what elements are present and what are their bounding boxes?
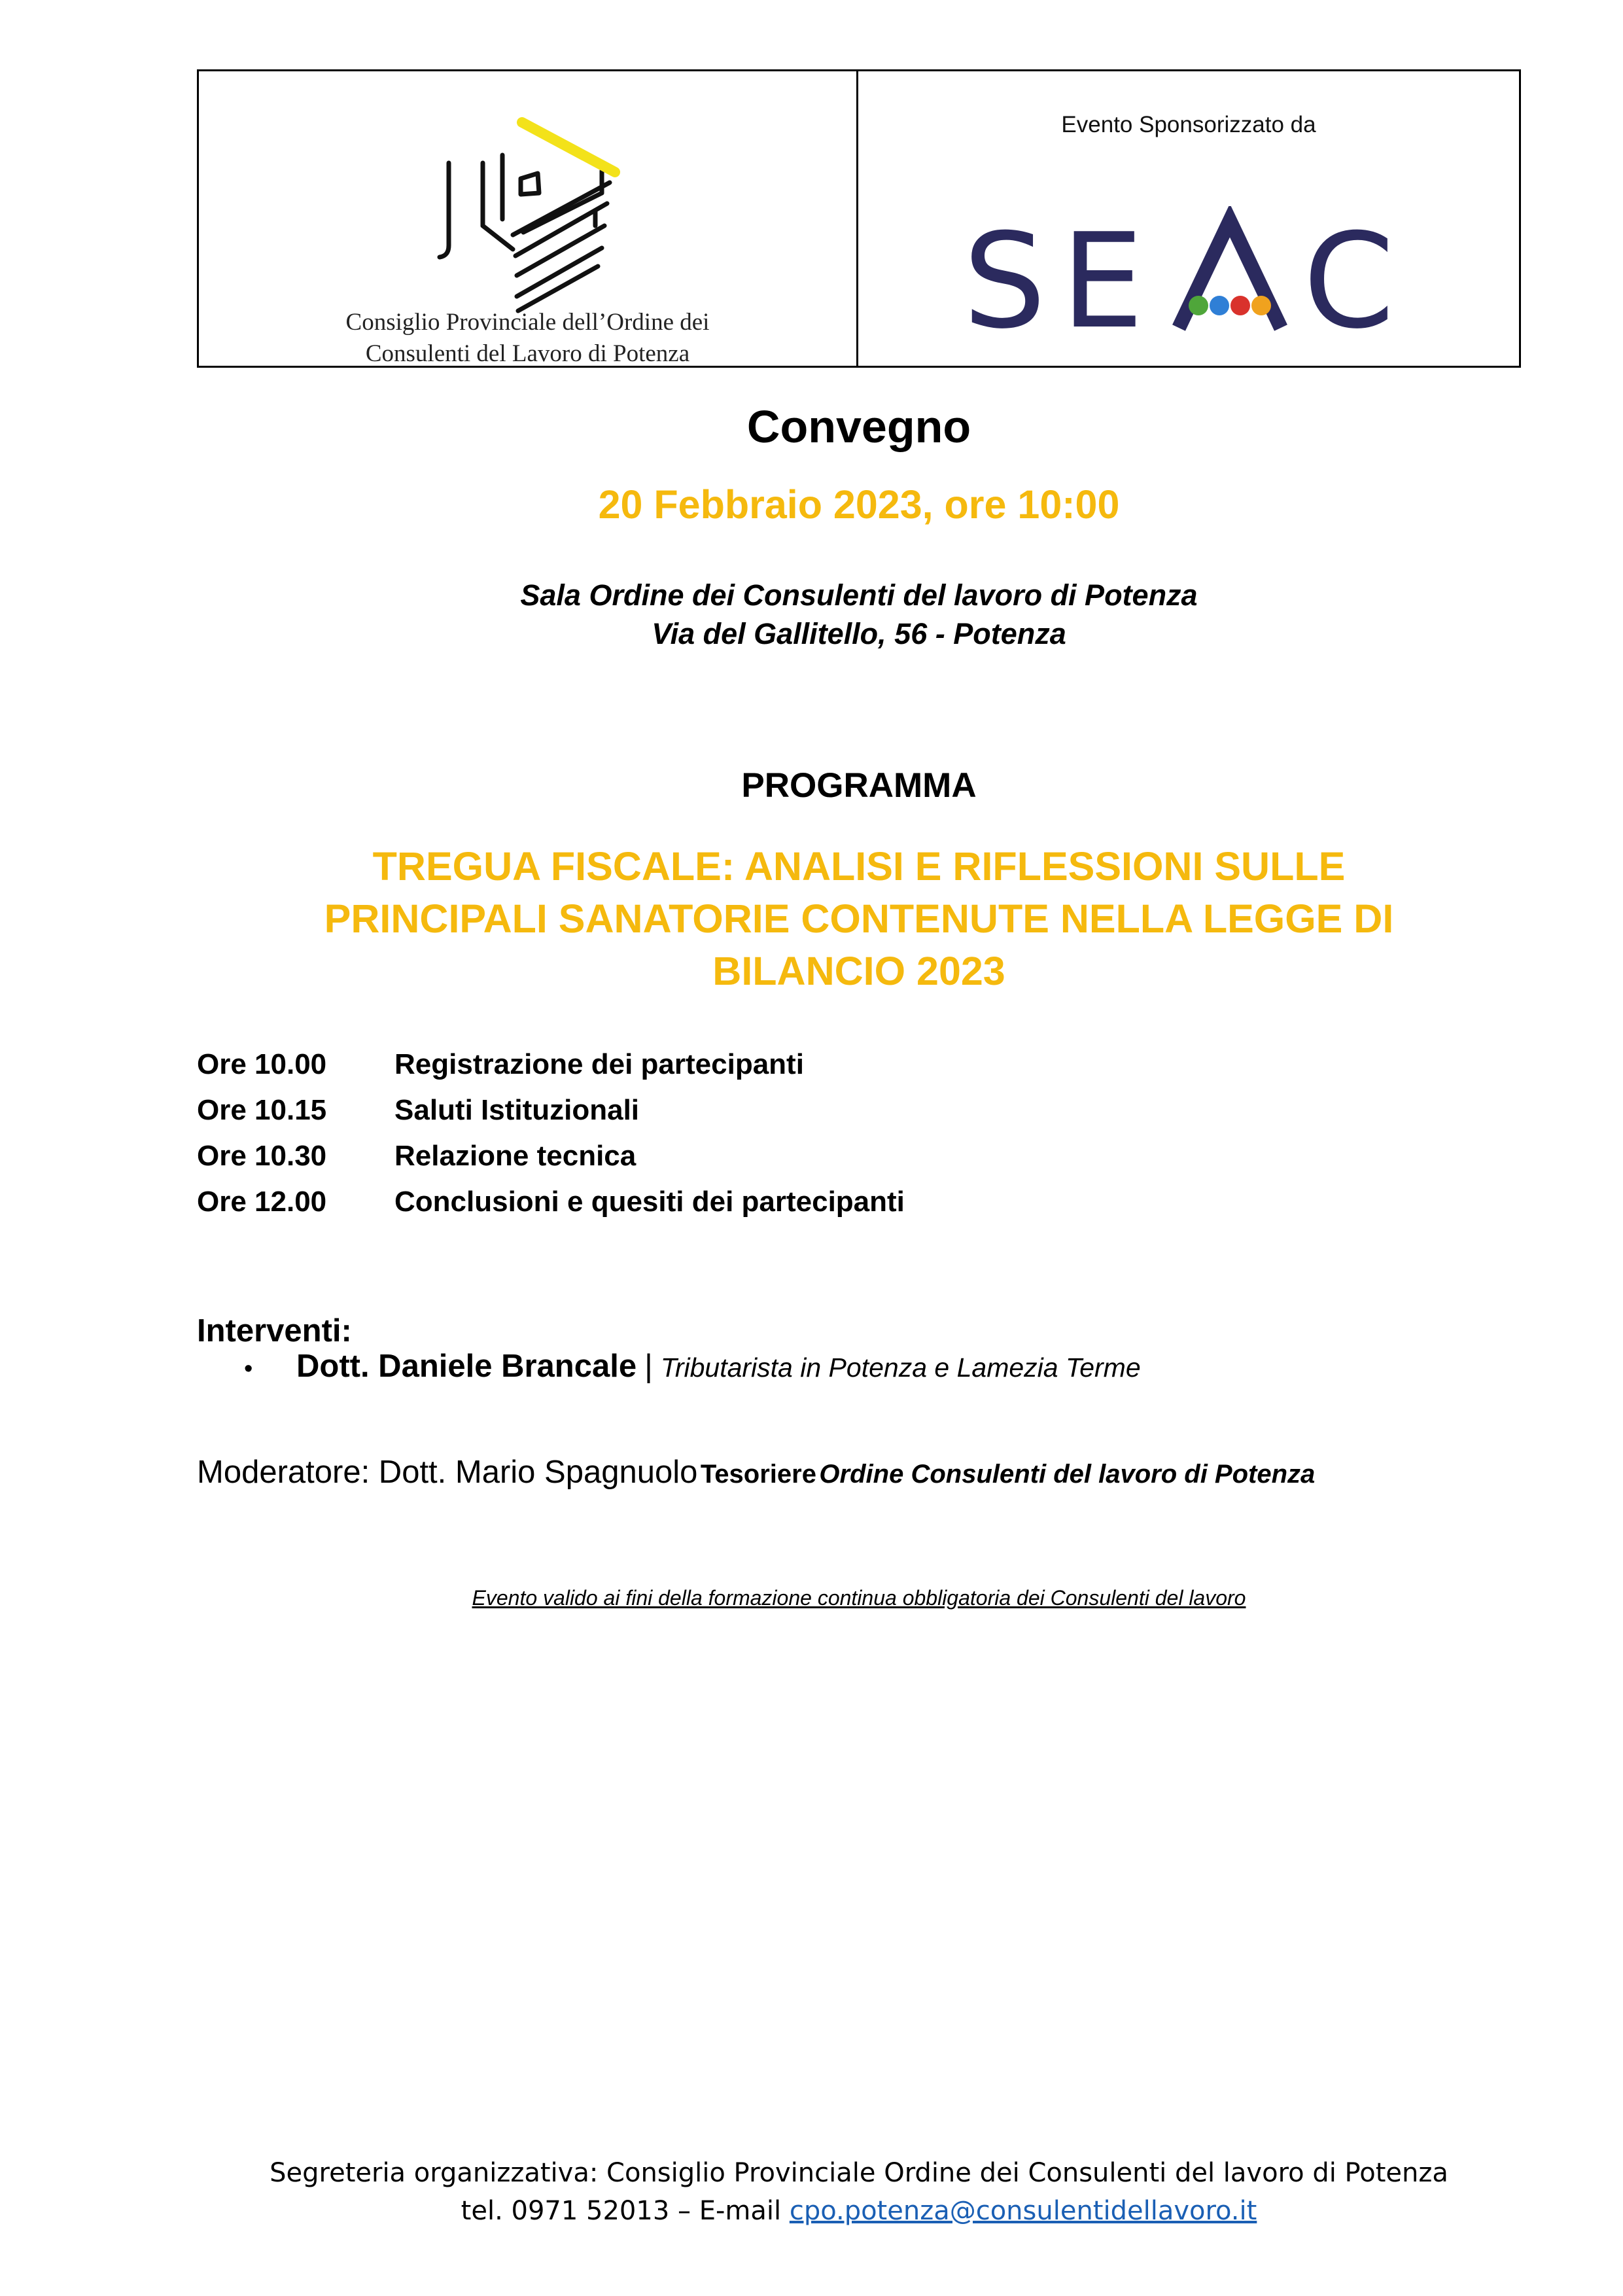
program-heading: PROGRAMMA [741,766,977,805]
schedule-activity: Relazione tecnica [394,1140,637,1172]
speaker-name: Dott. Daniele Brancale [296,1349,637,1384]
footer-phone: tel. 0971 52013 – E-mail [461,2196,790,2226]
venue-address: Via del Gallitello, 56 - Potenza [652,617,1066,650]
header-table [197,69,1521,368]
speakers-heading: Interventi: [197,1313,352,1349]
schedule-row [197,1042,1374,1087]
speaker-separator: | [644,1349,653,1384]
schedule-activity: Registrazione dei partecipanti [394,1048,804,1080]
bullet-icon: • [244,1355,253,1383]
speaker-list-item [244,1348,1141,1385]
moderator-title: Tesoriere [700,1460,816,1489]
organizer-cell [199,71,858,366]
schedule-row [197,1133,1374,1179]
seac-letter-c: C [1303,206,1395,350]
venue-name: Sala Ordine dei Consulenti del lavoro di Potenza [520,578,1198,612]
sponsor-caption: Evento Sponsorizzato da [1061,112,1316,137]
schedule-time: Ore 10.00 [197,1048,327,1080]
schedule-row [197,1087,1374,1133]
seac-dot-orange [1251,296,1271,315]
seac-dot-blue [1210,296,1229,315]
seac-logo [963,206,1434,350]
moderator-line [197,1454,1315,1491]
seac-letter-e: E [1061,206,1144,350]
logo-accent-bar [522,122,615,172]
speaker-role: Tributarista in Potenza e Lamezia Terme [660,1352,1141,1383]
footer-contact [197,2192,1521,2230]
event-type-title: Convegno [746,401,971,452]
seac-dot-green [1189,296,1208,315]
schedule-time: Ore 10.15 [197,1094,327,1126]
moderator-label: Moderatore: Dott. Mario Spagnuolo [197,1455,698,1490]
seac-letter-s: S [963,206,1046,350]
footer-email-link[interactable]: cpo.potenza@consulentidellavoro.it [789,2196,1257,2226]
schedule-list [197,1042,1374,1225]
schedule-time: Ore 12.00 [197,1186,327,1218]
seac-dot-red [1230,296,1250,315]
footer-secretariat: Segreteria organizzativa: Consiglio Provinciale Ordine dei Consulenti del lavoro di Potenza [270,2158,1448,2188]
schedule-activity: Conclusioni e quesiti dei partecipanti [394,1186,905,1218]
schedule-time: Ore 10.30 [197,1140,327,1172]
moderator-organization: Ordine Consulenti del lavoro di Potenza [819,1460,1316,1489]
sponsor-cell [858,71,1519,366]
footer [197,2154,1521,2230]
event-date-time: 20 Febbraio 2023, ore 10:00 [598,482,1120,527]
program-topic: TREGUA FISCALE: ANALISI E RIFLESSIONI SULLE PRINCIPALI SANATORIE CONTENUTE NELLA LEGGE DI BILANCIO 2023 [324,844,1394,993]
event-venue [197,576,1521,653]
schedule-row [197,1179,1374,1225]
schedule-activity: Saluti Istituzionali [394,1094,640,1126]
accreditation-note: Evento valido ai fini della formazione continua obbligatoria dei Consulenti del lavoro [472,1586,1246,1610]
organizer-name: Consiglio Provinciale dell’Ordine dei Consulenti del Lavoro di Potenza [345,309,710,367]
